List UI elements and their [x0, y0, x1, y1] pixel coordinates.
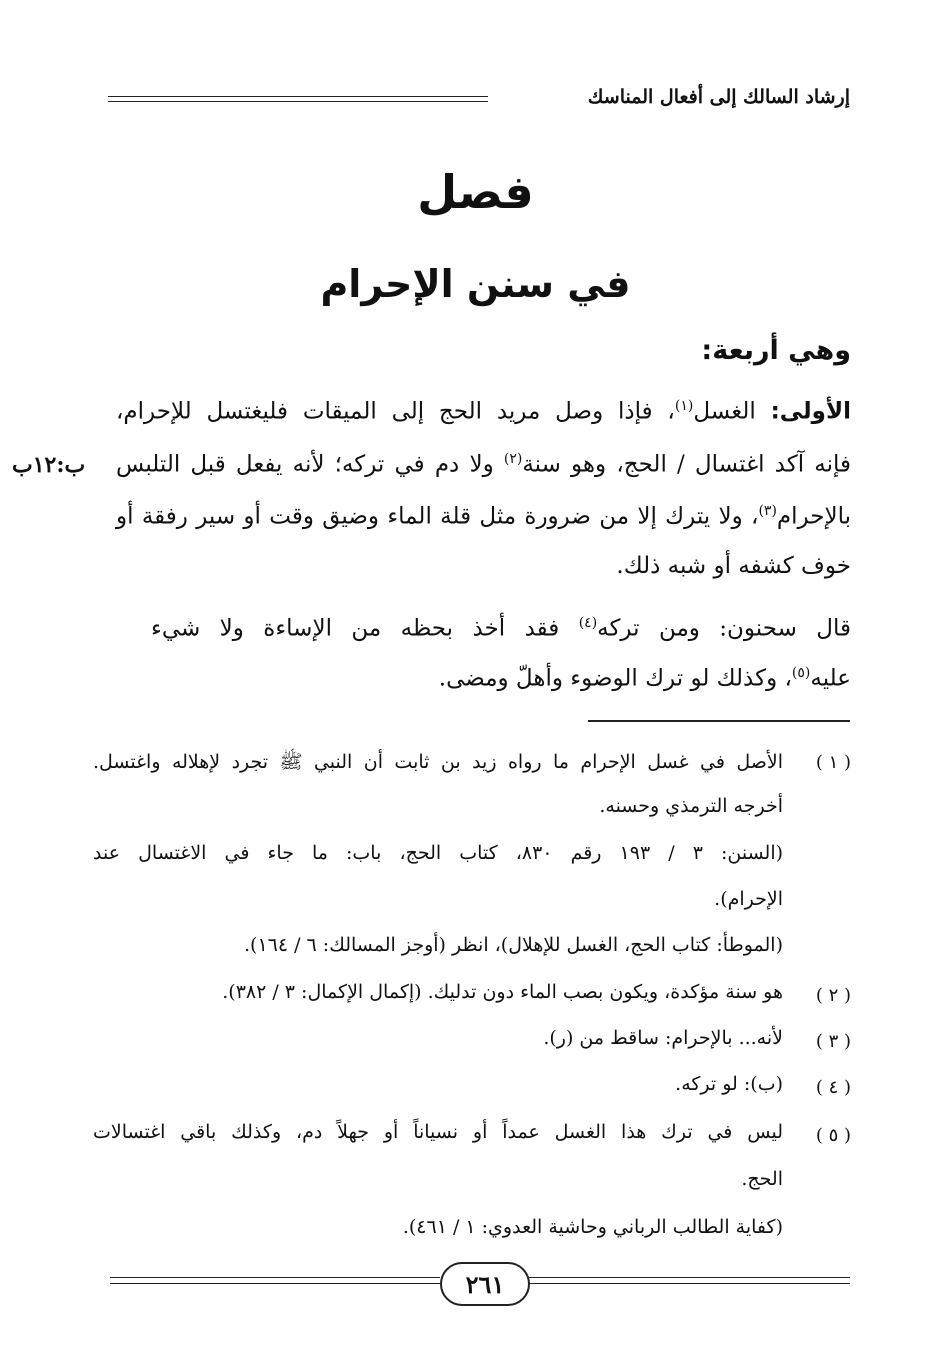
footnote-number-5: ( ٥ ) — [815, 1125, 851, 1146]
para2-line1: قال سحنون: ومن تركه$^{(٤)}$ فقد أخذ بحظه من الإساءة ولا شيء — [151, 615, 851, 642]
footnote-ref-4: (٤) — [578, 615, 598, 631]
intro-heading: وهي أربعة: — [701, 335, 851, 366]
footnote-ref-1: (١) — [674, 398, 694, 414]
footnote-2: هو سنة مؤكدة، ويكون بصب الماء دون تدليك. (إكمال الإكمال: ٣ / ٣٨٢). — [222, 981, 783, 1003]
footnote-ref-5: (٥) — [791, 665, 811, 681]
footer-rule-left-1 — [110, 1277, 440, 1278]
footer-rule-right-1 — [526, 1277, 850, 1278]
footnote-number-4: ( ٤ ) — [815, 1077, 851, 1098]
footnote-3: لأنه... بالإحرام: ساقط من (ر). — [543, 1027, 783, 1049]
para1-lead: الأولى: — [770, 398, 851, 425]
running-title: إرشاد السالك إلى أفعال المناسك — [587, 86, 850, 108]
footnote-separator — [588, 720, 850, 722]
margin-note: ب:١٢ب — [12, 452, 86, 478]
footer-rule-right-2 — [526, 1283, 850, 1284]
header-rule-top — [108, 96, 488, 97]
running-header — [108, 86, 850, 116]
footnote-4: (ب): لو تركه. — [675, 1073, 783, 1095]
section-title: في سنن الإحرام — [320, 262, 631, 306]
para1-line1: الأولى: الغسل$^{(١)}$، فإذا وصل مريد الحج إلى الميقات فليغتسل للإحرام، — [116, 398, 851, 425]
footnote-5-line3: (كفاية الطالب الرباني وحاشية العدوي: ١ / ٤٦١). — [402, 1216, 783, 1238]
chapter-title: فصل — [417, 165, 534, 219]
footnote-ref-2: (٢) — [503, 451, 523, 467]
footnote-1-line4: الإحرام). — [714, 888, 783, 910]
para1-line3: بالإحرام$^{(٣)}$، ولا يترك إلا من ضرورة مثل قلة الماء وضيق وقت أو سير رفقة أو — [116, 503, 851, 530]
footnote-ref-3: (٣) — [758, 503, 777, 519]
para1-line4: خوف كشفه أو شبه ذلك. — [616, 553, 851, 579]
para1-line2: فإنه آكد اغتسال / الحج، وهو سنة$^{(٢)}$ ولا دم في تركه؛ لأنه يفعل قبل التلبس — [116, 451, 851, 478]
footnote-1-line3: (السنن: ٣ / ١٩٣ رقم ٨٣٠، كتاب الحج، باب: ما جاء في الاغتسال عند — [93, 842, 784, 864]
footnote-1-line5: (الموطأ: كتاب الحج، الغسل للإهلال)، انظر (أوجز المسالك: ٦ / ١٦٤). — [243, 934, 783, 956]
page-number-badge — [440, 1262, 530, 1306]
footnote-1-line1: الأصل في غسل الإحرام ما رواه زيد بن ثابت أن النبي ﷺ تجرد لإهلاله واغتسل. — [93, 751, 783, 773]
para2-line2: عليه$^{(٥)}$، وكذلك لو ترك الوضوء وأهلّ ومضى. — [438, 665, 851, 692]
footnote-number-1: ( ١ ) — [815, 752, 851, 773]
footnote-1-line2: أخرجه الترمذي وحسنه. — [599, 795, 783, 817]
footnote-number-2: ( ٢ ) — [815, 985, 851, 1006]
page-number: ٢٦١ — [465, 1269, 505, 1299]
footnote-5-line1: ليس في ترك هذا الغسل عمداً أو نسياناً أو جهلاً دم، وكذلك باقي اغتسالات — [93, 1121, 783, 1143]
footnote-number-3: ( ٣ ) — [815, 1031, 851, 1052]
footer-rule-left-2 — [110, 1283, 440, 1284]
header-rule-bottom — [108, 101, 488, 102]
footnote-5-line2: الحج. — [741, 1168, 783, 1190]
